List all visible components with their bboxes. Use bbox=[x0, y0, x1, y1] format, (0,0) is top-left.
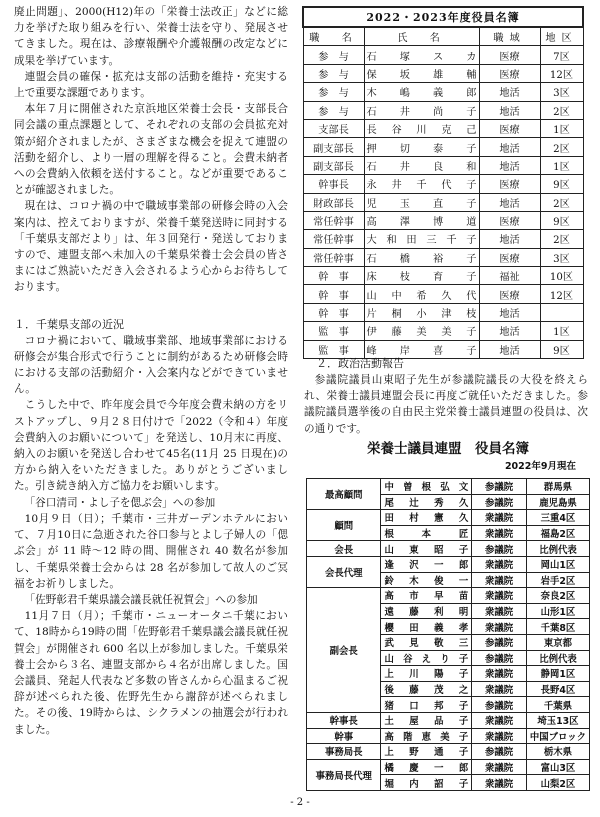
chamber-cell: 参議院 bbox=[472, 650, 527, 666]
roster-row bbox=[303, 267, 583, 285]
member-name-cell: 鈴木俊一 bbox=[381, 572, 472, 588]
district-cell: 9区 bbox=[540, 340, 583, 358]
name-cell: 木嶋義郎 bbox=[364, 83, 479, 101]
district-cell: 3区 bbox=[540, 248, 583, 266]
federation-role-cell: 事務局長 bbox=[307, 744, 381, 760]
constituency-cell: 富山3区 bbox=[526, 759, 589, 775]
federation-role-cell: 最高顧問 bbox=[307, 479, 381, 510]
left-column bbox=[14, 4, 288, 738]
roster-row bbox=[303, 64, 583, 82]
member-name-cell: 堀内詔子 bbox=[381, 775, 472, 791]
federation-row bbox=[307, 588, 590, 604]
field-cell: 地活 bbox=[479, 156, 540, 174]
name-cell: 石橋裕子 bbox=[364, 248, 479, 266]
constituency-cell: 埼玉13区 bbox=[526, 712, 589, 728]
name-cell: 石井尚子 bbox=[364, 101, 479, 119]
chamber-cell: 参議院 bbox=[472, 697, 527, 713]
roster-header-row bbox=[303, 27, 583, 46]
federation-role-cell: 幹事 bbox=[307, 728, 381, 744]
field-cell: 地活 bbox=[479, 340, 540, 358]
name-cell: 高澤博道 bbox=[364, 211, 479, 229]
chamber-cell: 衆議院 bbox=[472, 759, 527, 775]
federation-role-cell: 幹事長 bbox=[307, 712, 381, 728]
chamber-cell: 衆議院 bbox=[472, 603, 527, 619]
federation-row bbox=[307, 728, 590, 744]
field-cell: 医療 bbox=[479, 211, 540, 229]
section2 bbox=[304, 355, 588, 437]
member-name-cell: 櫻田義孝 bbox=[381, 619, 472, 635]
federation-row bbox=[307, 556, 590, 572]
member-name-cell: 田村憲久 bbox=[381, 510, 472, 526]
paragraph: 10月９日（日）；千葉市・三井ガーデンホテルにおいて、７月10日に急逝された谷口参与とよし子婦人の「偲ぶ会」が 11 時〜12 時の間、開催され 40 数名が参加し、千葉県栄養士会からは 28 名が参加して故人のご冥福をお祈りしました。 bbox=[14, 512, 288, 590]
district-cell bbox=[540, 303, 583, 321]
paragraph: こうした中で、昨年度会員で今年度会費未納の方をリストアップし、９月２８日付けで「2022（令和４）年度会費納入のお願いについて」を発送し、10月末に再度、納入のお願いを発送し合わせて45名(11月 25 日現在)の方から納入をいただきました。ありがとうございました。引き続き納入方ご協力をお願いします。 bbox=[14, 399, 288, 493]
constituency-cell: 群馬県 bbox=[526, 479, 589, 495]
member-name-cell: 尾辻秀久 bbox=[381, 494, 472, 510]
position-cell: 参 与 bbox=[303, 46, 364, 64]
section2-heading: ２．政治活動報告 bbox=[316, 357, 404, 370]
header-field: 職域 bbox=[479, 27, 540, 46]
name-cell: 伊藤美美子 bbox=[364, 322, 479, 340]
district-cell: 7区 bbox=[540, 46, 583, 64]
paragraph: 本年７月に開催された京浜地区栄養士会長・支部長合同会議の重点課題として、それぞれの支部の会員拡充対策が紹介されましたが、さまざまな機会を捉えて連盟の活動を紹介し、より一層の理解を得ること。会費未納者への会費納入依頼を送付すること。などが重要であることが確認されました。 bbox=[14, 103, 288, 197]
member-name-cell: 根本匠 bbox=[381, 525, 472, 541]
federation-role-cell: 会長代理 bbox=[307, 556, 381, 587]
position-cell: 幹事長 bbox=[303, 175, 364, 193]
field-cell: 地活 bbox=[479, 101, 540, 119]
constituency-cell: 中国ブロック bbox=[526, 728, 589, 744]
position-cell: 常任幹事 bbox=[303, 230, 364, 248]
roster-row bbox=[303, 101, 583, 119]
position-cell: 財政部長 bbox=[303, 193, 364, 211]
district-cell: 1区 bbox=[540, 322, 583, 340]
field-cell: 医療 bbox=[479, 175, 540, 193]
federation-role-cell: 会長 bbox=[307, 541, 381, 557]
constituency-cell: 千葉8区 bbox=[526, 619, 589, 635]
constituency-cell: 三重4区 bbox=[526, 510, 589, 526]
district-cell: 9区 bbox=[540, 175, 583, 193]
header-position: 職 名 bbox=[303, 27, 364, 46]
chamber-cell: 衆議院 bbox=[472, 666, 527, 682]
constituency-cell: 岩手2区 bbox=[526, 572, 589, 588]
name-cell: 押切泰子 bbox=[364, 138, 479, 156]
field-cell: 医療 bbox=[479, 119, 540, 137]
roster-row bbox=[303, 193, 583, 211]
constituency-cell: 比例代表 bbox=[526, 650, 589, 666]
chamber-cell: 衆議院 bbox=[472, 775, 527, 791]
position-cell: 幹 事 bbox=[303, 267, 364, 285]
position-cell: 幹 事 bbox=[303, 285, 364, 303]
position-cell: 常任幹事 bbox=[303, 211, 364, 229]
position-cell: 参 与 bbox=[303, 83, 364, 101]
member-name-cell: 高市早苗 bbox=[381, 588, 472, 604]
chamber-cell: 参議院 bbox=[472, 744, 527, 760]
name-cell: 石井良和 bbox=[364, 156, 479, 174]
intro-text bbox=[14, 4, 288, 296]
district-cell: 2区 bbox=[540, 230, 583, 248]
chamber-cell: 衆議院 bbox=[472, 712, 527, 728]
chamber-cell: 参議院 bbox=[472, 479, 527, 495]
field-cell: 地活 bbox=[479, 83, 540, 101]
chamber-cell: 参議院 bbox=[472, 634, 527, 650]
name-cell: 峰岸喜子 bbox=[364, 340, 479, 358]
position-cell: 副支部長 bbox=[303, 138, 364, 156]
member-name-cell: 山谷えり子 bbox=[381, 650, 472, 666]
member-name-cell: 猪口邦子 bbox=[381, 697, 472, 713]
paragraph: 「佐野彰君千葉県議会議長就任祝賀会」への参加 bbox=[24, 593, 258, 606]
federation-roster bbox=[306, 438, 590, 791]
chamber-cell: 衆議院 bbox=[472, 619, 527, 635]
field-cell: 地活 bbox=[479, 322, 540, 340]
roster-title: 2022・2023年度役員名簿 bbox=[303, 7, 583, 27]
constituency-cell: 福島2区 bbox=[526, 525, 589, 541]
position-cell: 幹 事 bbox=[303, 303, 364, 321]
member-name-cell: 後藤茂之 bbox=[381, 681, 472, 697]
field-cell: 医療 bbox=[479, 248, 540, 266]
name-cell: 児玉直子 bbox=[364, 193, 479, 211]
name-cell: 山中希久代 bbox=[364, 285, 479, 303]
section1-text bbox=[14, 333, 288, 738]
constituency-cell: 鹿児島県 bbox=[526, 494, 589, 510]
chamber-cell: 衆議院 bbox=[472, 572, 527, 588]
position-cell: 監 事 bbox=[303, 322, 364, 340]
federation-row bbox=[307, 712, 590, 728]
member-name-cell: 高階恵美子 bbox=[381, 728, 472, 744]
chamber-cell: 衆議院 bbox=[472, 681, 527, 697]
member-name-cell: 上野通子 bbox=[381, 744, 472, 760]
roster-row bbox=[303, 119, 583, 137]
federation-row bbox=[307, 541, 590, 557]
district-cell: 3区 bbox=[540, 83, 583, 101]
name-cell: 床枝育子 bbox=[364, 267, 479, 285]
paragraph: 現在は、コロナ禍の中で職域事業部の研修会時の入会案内は、控えておりますが、栄養千葉発送時に同封する「千葉県支部だより」は、年３回発行・発送しておりますので、連盟支部へ未加入の千葉県栄養士会会員の皆さまにはご熟読いただき入会されるよう心からお待ちしております。 bbox=[14, 200, 288, 294]
paragraph: コロナ禍において、職域事業部、地域事業部における研修会が集合形式で行うことに制約があるため研修会時における支部の活動紹介・入会案内などができていません。 bbox=[14, 334, 288, 396]
field-cell: 医療 bbox=[479, 46, 540, 64]
constituency-cell: 東京都 bbox=[526, 634, 589, 650]
constituency-cell: 静岡1区 bbox=[526, 666, 589, 682]
member-name-cell: 土屋品子 bbox=[381, 712, 472, 728]
district-cell: 2区 bbox=[540, 101, 583, 119]
name-cell: 大和田三千子 bbox=[364, 230, 479, 248]
district-cell: 1区 bbox=[540, 156, 583, 174]
roster-row bbox=[303, 83, 583, 101]
paragraph: 連盟会員の確保・拡充は支部の活動を維持・充実する上で重要な課題であります。 bbox=[14, 70, 288, 100]
field-cell: 医療 bbox=[479, 64, 540, 82]
district-cell: 12区 bbox=[540, 64, 583, 82]
position-cell: 常任幹事 bbox=[303, 248, 364, 266]
name-cell: 長谷川克己 bbox=[364, 119, 479, 137]
paragraph: 11月７日（月）；千葉市・ニューオータニ千葉において、18時から19時の間「佐野彰君千葉県議会議長就任祝賀会」が開催され 600 名以上が参加しました。千葉県栄養士会から３名、連盟支部から４名が出席しました。国会議員、発起人代表など多数の皆さんから心温まるご祝辞が述べられた後、佐野先生から謝辞が述べられました。その後、19時からは、シクラメンの抽選会が行われました。 bbox=[14, 610, 288, 736]
constituency-cell: 比例代表 bbox=[526, 541, 589, 557]
member-name-cell: 武見敬三 bbox=[381, 634, 472, 650]
constituency-cell: 山梨2区 bbox=[526, 775, 589, 791]
roster-row bbox=[303, 175, 583, 193]
federation-role-cell: 顧問 bbox=[307, 510, 381, 541]
section2-paragraph: 参議院議員山東昭子先生が参議院議長の大役を終えられ、栄養士議員連盟会長に再度ご就任いただきました。参議院議員選挙後の自由民主党栄養士議員連盟の役員は、次の通りです。 bbox=[304, 374, 588, 435]
header-name: 氏 名 bbox=[364, 27, 479, 46]
roster-row bbox=[303, 156, 583, 174]
federation-roster-table bbox=[306, 478, 590, 791]
position-cell: 副支部長 bbox=[303, 156, 364, 174]
member-name-cell: 遠藤利明 bbox=[381, 603, 472, 619]
position-cell: 参 与 bbox=[303, 64, 364, 82]
section1-heading: １．千葉県支部の近況 bbox=[14, 317, 124, 331]
federation-row bbox=[307, 479, 590, 495]
federation-roster-title: 栄養士議員連盟 役員名簿 bbox=[367, 441, 529, 457]
roster-row bbox=[303, 138, 583, 156]
position-cell: 監 事 bbox=[303, 340, 364, 358]
district-cell: 2区 bbox=[540, 138, 583, 156]
federation-row bbox=[307, 759, 590, 775]
name-cell: 石塚スカ bbox=[364, 46, 479, 64]
constituency-cell: 山形1区 bbox=[526, 603, 589, 619]
field-cell: 医療 bbox=[479, 285, 540, 303]
district-cell: 10区 bbox=[540, 267, 583, 285]
district-cell: 2区 bbox=[540, 193, 583, 211]
constituency-cell: 栃木県 bbox=[526, 744, 589, 760]
federation-row bbox=[307, 510, 590, 526]
district-cell: 9区 bbox=[540, 211, 583, 229]
name-cell: 保坂雄輔 bbox=[364, 64, 479, 82]
constituency-cell: 長野4区 bbox=[526, 681, 589, 697]
roster-row bbox=[303, 211, 583, 229]
position-cell: 参 与 bbox=[303, 101, 364, 119]
paragraph: 廃止問題」、2000(H12)年の「栄養士法改正」などに総力を挙げた取り組みを行い、栄養士法を守り、発展させてきました。現在は、診療報酬や介護報酬の改定などに成果を挙げています。 bbox=[14, 6, 288, 67]
federation-roster-date: 2022年9月現在 bbox=[504, 461, 576, 472]
field-cell: 地活 bbox=[479, 193, 540, 211]
field-cell: 福祉 bbox=[479, 267, 540, 285]
chamber-cell: 参議院 bbox=[472, 541, 527, 557]
member-name-cell: 橘慶一郎 bbox=[381, 759, 472, 775]
field-cell: 地活 bbox=[479, 303, 540, 321]
position-cell: 支部長 bbox=[303, 119, 364, 137]
paragraph: 「谷口清司・よし子を偲ぶ会」への参加 bbox=[24, 496, 216, 509]
constituency-cell: 千葉県 bbox=[526, 697, 589, 713]
roster-row bbox=[303, 230, 583, 248]
name-cell: 永井千代子 bbox=[364, 175, 479, 193]
chamber-cell: 参議院 bbox=[472, 494, 527, 510]
chamber-cell: 衆議院 bbox=[472, 510, 527, 526]
roster-table bbox=[302, 6, 584, 359]
constituency-cell: 奈良2区 bbox=[526, 588, 589, 604]
member-name-cell: 逢沢一郎 bbox=[381, 556, 472, 572]
page-number: - 2 - bbox=[290, 797, 310, 808]
constituency-cell: 岡山1区 bbox=[526, 556, 589, 572]
member-name-cell: 山東昭子 bbox=[381, 541, 472, 557]
field-cell: 地活 bbox=[479, 230, 540, 248]
chamber-cell: 衆議院 bbox=[472, 728, 527, 744]
roster-row bbox=[303, 285, 583, 303]
roster-row bbox=[303, 303, 583, 321]
district-cell: 1区 bbox=[540, 119, 583, 137]
roster-row bbox=[303, 322, 583, 340]
member-name-cell: 中曽根弘文 bbox=[381, 479, 472, 495]
federation-role-cell: 事務局長代理 bbox=[307, 759, 381, 790]
district-cell: 12区 bbox=[540, 285, 583, 303]
federation-row bbox=[307, 744, 590, 760]
header-district: 地区 bbox=[540, 27, 583, 46]
chamber-cell: 衆議院 bbox=[472, 588, 527, 604]
name-cell: 片桐小津枝 bbox=[364, 303, 479, 321]
roster-row bbox=[303, 248, 583, 266]
field-cell: 地活 bbox=[479, 138, 540, 156]
member-name-cell: 上川陽子 bbox=[381, 666, 472, 682]
federation-role-cell: 副会長 bbox=[307, 588, 381, 713]
chamber-cell: 衆議院 bbox=[472, 556, 527, 572]
roster-row bbox=[303, 46, 583, 64]
chamber-cell: 衆議院 bbox=[472, 525, 527, 541]
